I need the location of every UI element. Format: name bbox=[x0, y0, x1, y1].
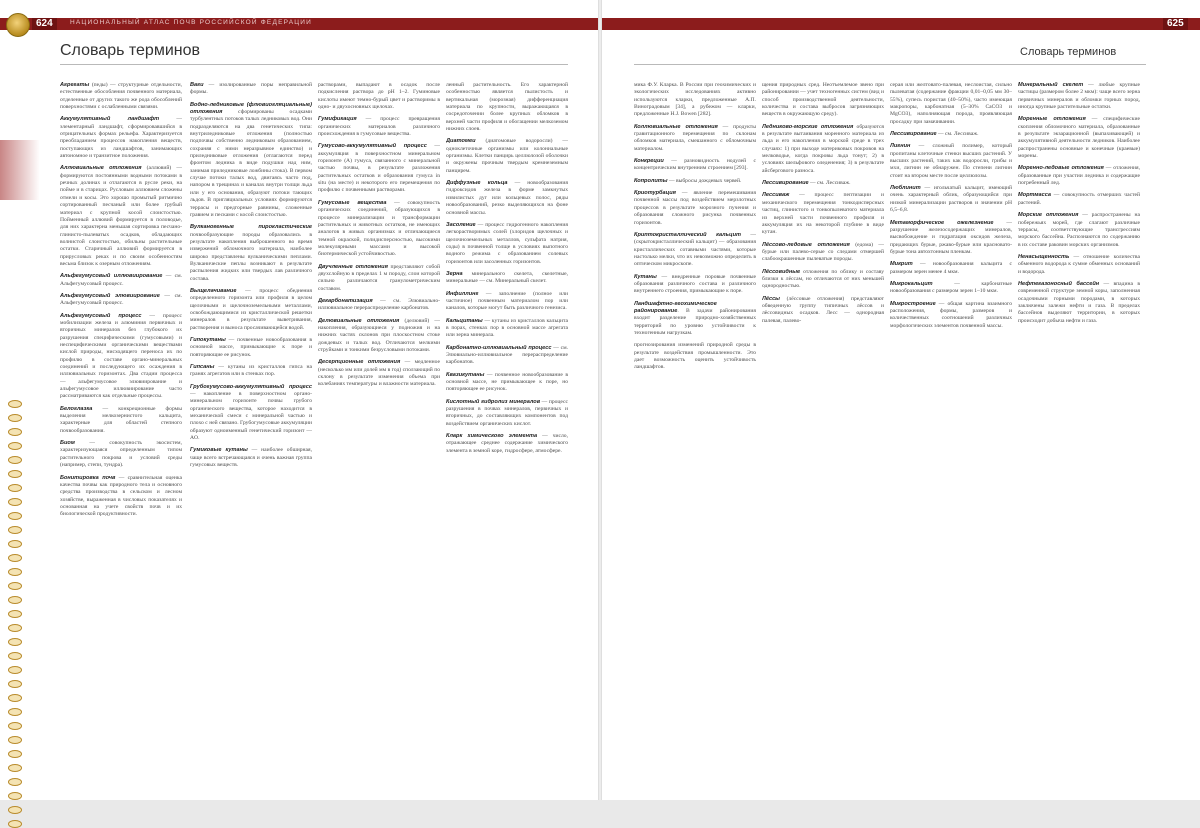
title-rule-left bbox=[60, 64, 568, 65]
glossary-definition: — сложный полимер, который пропитаны клеточные стенки высших растений. У высших растений, таких как водоросли, грибы и мхи, лигнин не обнаружен. По степени лигнин стоит на втором месте после целлюлозы. bbox=[890, 143, 1012, 179]
glossary-term: Гумусовые вещества bbox=[318, 199, 387, 206]
glossary-definition: — см. Альфегумусовый процесс. bbox=[60, 292, 182, 307]
glossary-term: Агрегаты bbox=[60, 82, 90, 88]
glossary-term: Лёссовидные bbox=[762, 268, 801, 275]
right-header-band bbox=[602, 18, 1200, 30]
glossary-entry bbox=[318, 143, 440, 194]
title-rule-right bbox=[634, 64, 1146, 65]
glossary-column bbox=[190, 82, 312, 782]
glossary-entry bbox=[318, 298, 440, 313]
glossary-entry bbox=[762, 269, 884, 291]
glossary-term: Гипокутаны bbox=[190, 337, 226, 343]
glossary-entry bbox=[190, 288, 312, 332]
glossary-definition: (делювий) — накопления, образующиеся у подножия и на нижних частях склонов при плоскостном стоке дождевых и талых вод. Отличаются мелкими струйками и тонкими безрусловыми потоками. bbox=[318, 317, 440, 353]
glossary-definition: щения природных сред. Неотъемлемое звено при районировании — учет техногенных систем (вид и способ производственной деятельности, количества и состава выбросов загрязняющих веществ в окружающую среду). bbox=[762, 82, 884, 118]
glossary-entry bbox=[60, 406, 182, 435]
glossary-term: Инфиллинг bbox=[446, 290, 479, 297]
glossary-definition: — изолированные поры неправильной формы. bbox=[190, 82, 312, 96]
glossary-term: Биом bbox=[60, 440, 75, 447]
glossary-term: Аллювиальные отложения bbox=[60, 165, 142, 172]
glossary-definition: растворами, выпадают в осадок после подкисления раствора до pH 1–2. Гуминовые кислоты имеют темно-бурый цвет и растворимы в одно- и двухосновных щелочах. bbox=[318, 82, 440, 111]
glossary-term: Гипсаны bbox=[190, 364, 215, 371]
glossary-term: Кислотный гидролиз минералов bbox=[446, 398, 541, 405]
glossary-term: Лигнин bbox=[890, 143, 911, 150]
glossary-entry bbox=[60, 273, 182, 288]
glossary-entry bbox=[890, 261, 1012, 276]
glossary-definition: — см. Лессиваж. bbox=[808, 180, 851, 187]
glossary-definition: образуются в результате вытаивания моренного материала из льда и его накопления в морской среде в трех случаях: 1) при выходе материковых покровов на мелководье, когда покровы льда тонут; 2) в условиях шельфового оледенения; 3) в результате айсбергового разноса. bbox=[762, 123, 884, 174]
glossary-entry bbox=[318, 82, 440, 111]
glossary-entry bbox=[634, 178, 756, 185]
glossary-definition: — процесс пептизации и механического перемещения тонкодисперсных частиц, глинистого и тонкопылеватого материала из верхней части почвенного профиля и аккумуляция их на некоторой глубине в виде кутан. bbox=[762, 192, 884, 236]
glossary-term: Ледниково-морские отложения bbox=[762, 123, 854, 130]
glossary-entry bbox=[1018, 254, 1140, 276]
glossary-definition: — совокупность органических соединений, образующихся в процессе минерализации и трансформации растительных и животных остатков, не имеющих аналогов в живых организмах и отличающиеся темной окраской, полидисперсностью, высокими молекулярными массами и высокой биотермической устойчивостью. bbox=[318, 199, 440, 258]
glossary-term: Конкреции bbox=[634, 158, 664, 165]
glossary-entry bbox=[634, 124, 756, 153]
glossary-entry bbox=[60, 116, 182, 160]
glossary-term: Альфегумусовый иллювиирование bbox=[60, 273, 163, 280]
glossary-column bbox=[1018, 82, 1140, 782]
glossary-definition: — отложения, образованные при участии ледника и содержащие погребенный лед. bbox=[1018, 165, 1140, 187]
glossary-entry bbox=[890, 143, 1012, 180]
glossary-definition: — аккумуляция в поверхностном минеральном горизонте (A) гумуса, связанного с минеральной частью почвы, в результате разложения растительных остатков и образования гумуса in situ (на месте) и некоторого его перемещения по профилю с почвенными растворами. bbox=[318, 143, 440, 194]
page-edge-tab bbox=[0, 140, 40, 200]
glossary-entry bbox=[890, 281, 1012, 296]
glossary-term: Криотурбация bbox=[634, 190, 676, 197]
glossary-entry bbox=[762, 82, 884, 119]
glossary-entry bbox=[1018, 165, 1140, 187]
glossary-entry bbox=[634, 301, 756, 338]
glossary-entry bbox=[634, 274, 756, 296]
glossary-entry bbox=[446, 138, 568, 175]
glossary-term: Ненасыщенность bbox=[1018, 253, 1070, 260]
glossary-term: Альфегумусовый процесс bbox=[60, 312, 142, 319]
glossary-entry bbox=[446, 399, 568, 428]
glossary-definition: — новообразования кальцита с размером зерен менее 4 мкм. bbox=[890, 261, 1012, 275]
glossary-term: Кларк химического элемента bbox=[446, 433, 538, 440]
glossary-entry bbox=[60, 475, 182, 519]
glossary-column bbox=[762, 82, 884, 782]
glossary-definition: — см. Элювиально-иллювиальное перераспределение карбонатов. bbox=[446, 344, 568, 366]
glossary-definition: — разновидность нодулей с концентрическим внутренним строением [293]. bbox=[634, 158, 756, 172]
glossary-definition: — заполнение (полное или частичное) почвенным материалом пор или каналов, которые могут быть различного генезиса. bbox=[446, 290, 568, 312]
glossary-entry bbox=[1018, 82, 1140, 111]
glossary-definition: — число, отражающее среднее содержание химического элемента в земной коре, гидросфере, атмосфере. bbox=[446, 433, 568, 454]
glossary-definition: — почвенные новообразования в основной массе, примыкающие к поре и повторяющие ее рисунок. bbox=[190, 337, 312, 358]
glossary-entry bbox=[446, 318, 568, 340]
glossary-definition: — см. Лессиваж. bbox=[936, 131, 979, 138]
glossary-term: Кутаны bbox=[634, 273, 657, 280]
glossary-definition: — явление перемешивания почвенной массы под воздействием мерзлотных процессов в результате морозного пучения и образования сложного рисунка почвенных горизонтов. bbox=[634, 190, 756, 226]
glossary-term: Ваги bbox=[190, 82, 204, 88]
glossary-definition: — совокупность экосистем, характеризующаяся определенным типом растительного покрова и условий среды (например, степи, тундра). bbox=[60, 440, 182, 469]
glossary-term: Микрит bbox=[890, 261, 913, 268]
glossary-entry bbox=[634, 82, 756, 119]
glossary-entry bbox=[60, 165, 182, 268]
glossary-entry bbox=[446, 291, 568, 313]
glossary-term: Водно-ледниковые (флювиогляциальные) отложения bbox=[190, 101, 312, 116]
glossary-entry bbox=[190, 384, 312, 443]
glossary-entry bbox=[446, 271, 568, 286]
glossary-definition: прогнозирования изменений природной среды в результате воздействия промышленности. Это дает возможность оценить устойчивость ландшафтов. bbox=[634, 342, 756, 371]
page-title-left: Словарь терминов bbox=[60, 42, 200, 59]
left-page-number: 624 bbox=[32, 18, 57, 30]
glossary-entry bbox=[1018, 116, 1140, 160]
glossary-definition: серая или желтовато-палевая, неслоистая, сильно пылеватая (содержание фракции 0,01–0,05 мм 30–55%), супесь пористая (40–50%), часто имеющая макропоры, карбонатная (5–30% CaCO3 и MgCO3), наполняющая порода, проявляющая просадку при замачивании. bbox=[890, 82, 1012, 125]
glossary-term: Лессивирование bbox=[890, 131, 937, 138]
glossary-definition: — процесс обеднения определенного горизонта или профиля в целом щелочными и щелочноземельными металлами, освобождающимися из кристаллической решетки минералов в результате выветривания, растворения и выноса просачивающейся водой. bbox=[190, 287, 312, 331]
glossary-term: Карбонатно-иллювиальный процесс bbox=[446, 344, 552, 351]
glossary-definition: минерального скелета, скелетные, минеральные — см. Минеральный скелет. bbox=[446, 270, 568, 285]
glossary-term: Диффузные кольца bbox=[446, 180, 508, 187]
glossary-entry bbox=[446, 82, 568, 133]
glossary-entry bbox=[318, 264, 440, 293]
glossary-definition: — процесс мобилизации железа и алюминия первичных и вторичных минералов без глубокого их разрушения специфическими (гумусовыми) и неспецифическими органическими веществами кислой природы, нисходящего переноса их по профилю в составе органо-минеральных соединений и последующего их осаждения в иллювиальных горизонтах. Два стадии процесса — альфегумусовое элювиирование и альфегумусовое иллювиирование часто рассматриваются как отдельные процессы. bbox=[60, 312, 182, 400]
glossary-definition: — процесс превращения органических материалов различного происхождения в гумусовые вещества. bbox=[318, 116, 440, 138]
glossary-entry bbox=[60, 313, 182, 401]
glossary-entry bbox=[60, 293, 182, 308]
glossary-definition: — впадина в современной структуре земной коры, заполненная осадочными горными породами, в которых заключены залежи нефти и газа. В пределах бассейнов выделяют территории, в которых происходит добыча нефти и газа. bbox=[1018, 280, 1140, 324]
glossary-term: Диатомеи bbox=[446, 138, 476, 145]
glossary-entry bbox=[634, 342, 756, 371]
left-header-band bbox=[0, 18, 598, 30]
glossary-entry bbox=[318, 200, 440, 259]
glossary-term: Зерна bbox=[446, 270, 463, 277]
glossary-definition: — игольчатый кальцит, имеющий очень характерный облик, образующийся при низкой минерализации растворов и значении pH 6,5–6,8. bbox=[890, 185, 1012, 214]
glossary-definition: — почвенное новообразование в основной массе, не примыкающее к поре, но повторяющее ее рисунок. bbox=[446, 371, 568, 393]
glossary-term: Копролиты bbox=[634, 177, 668, 184]
glossary-term: Минеральный скелет bbox=[1018, 82, 1084, 88]
binder-rings bbox=[8, 400, 22, 780]
glossary-entry bbox=[190, 447, 312, 469]
glossary-term: Ландшафтно-геохимическое районирование bbox=[634, 300, 717, 314]
glossary-entry bbox=[190, 102, 312, 220]
glossary-column bbox=[634, 82, 756, 782]
glossary-term: Гумификация bbox=[318, 116, 357, 123]
glossary-definition: — медленное (несколько мм или долей мм в год) сползающий по склону в результате изменения объема при колебаниях температуры и влажности материала. bbox=[318, 359, 440, 388]
glossary-definition: — совокупность отмерших частей растений. bbox=[1018, 192, 1140, 206]
book-gutter bbox=[598, 0, 602, 800]
glossary-entry bbox=[762, 242, 884, 264]
glossary-definition: — наиболее обширная, чаще всего встречающаяся и очень важная группа гумусовых веществ. bbox=[190, 447, 312, 469]
glossary-entry bbox=[446, 222, 568, 266]
atlas-emblem-icon bbox=[6, 13, 30, 37]
glossary-definition: — кутаны из кристаллов кальцита в порах, стенках пор в основной массе агрегата или зерна минерала. bbox=[446, 317, 568, 339]
glossary-definition: — любые крупные частицы (размером более 2 мкм): чаще всего зерна первичных минералов и обломки горных пород, иногда крупные растительные остатки. bbox=[1018, 82, 1140, 111]
glossary-definition: ленный растительность. Его характерной особенностью является пылистость и вертикальная (морозная) дифференциация материала по крупности, выражающаяся в сосредоточении более крупных обломков в верхней части профиля и обогащении мелкоземом нижних слоев. bbox=[446, 82, 568, 133]
glossary-term: Белоглазка bbox=[60, 405, 93, 412]
glossary-entry bbox=[890, 301, 1012, 330]
glossary-definition: — конкреционные формы выделения мелкозернистого кальцита, характерные для областей степного почвообразования. bbox=[60, 405, 182, 434]
glossary-definition: представляют собой двухслойную в пределах 1 м породу, слои которой сильно различаются гранулометрическим составом. bbox=[318, 263, 440, 292]
glossary-entry bbox=[634, 232, 756, 269]
glossary-definition: — продукты гравитационного перемещения по склонам обломков материала, смешанного с обломочным материалом. bbox=[634, 123, 756, 152]
glossary-term: Лёссы bbox=[762, 295, 780, 302]
glossary-entry bbox=[762, 192, 884, 236]
glossary-entry bbox=[446, 433, 568, 455]
glossary-definition: (аллювий) — формируются постоянными водными потоками в речных долинах и отлагаются в русле реки, на пойме и в старицах. Русловым аллювием сложены отмели и косы. Это хорошо промытый ритмично сортированный песчаный или более грубый материал с крупной косой слоистостью. Пойменный аллювий формируется в половодье, для них характерна меньшая сортировка песчано-глинисто-пылеватых осадков, обладающих волнистой слоистостью, обильны растительные остатки. Старичный аллювий формируется в прирусловых реках и по своим особенностям весьма близок к озерным отложениям. bbox=[60, 165, 182, 267]
glossary-entry bbox=[1018, 192, 1140, 207]
glossary-term: Коллювиальные отложения bbox=[634, 123, 718, 130]
glossary-definition: — процесс разрушения в почвах минералов, первичных и вторичных, до составляющих компонентов под воздействием органических кислот. bbox=[446, 398, 568, 427]
right-page-number: 625 bbox=[1163, 18, 1188, 30]
glossary-entry bbox=[890, 82, 1012, 126]
glossary-column bbox=[890, 82, 1012, 782]
glossary-column bbox=[60, 82, 182, 782]
glossary-entry bbox=[318, 116, 440, 138]
glossary-entry bbox=[762, 124, 884, 175]
glossary-definition: . В задачи районирования входит разделение природно-хозяйственных территорий по уровню устойчивости к техногенным нагрузкам. bbox=[634, 307, 756, 336]
glossary-term: Десерпционные отложения bbox=[318, 359, 401, 366]
glossary-definition: — элементарный ландшафт, сформировавшийся в отрицательных формах рельефа. Характеризуется преобладанием процессов накопления веществ, поступающих из ландшафтов, занимающих автономное и транзитное положения. bbox=[60, 116, 182, 160]
glossary-term: Гумусово-аккумулятивный процесс bbox=[318, 143, 427, 150]
glossary-definition: — накопление в поверхностном органо-минеральном горизонте почвы грубого органического вещества, которое находится в механической смеси с минеральной частью и плохо с ней связано. Грубогумусовые аккумуляции образуют одноименный генетический горизонт — AO. bbox=[190, 391, 312, 442]
glossary-definition: — отношение количества обменного водорода к сумме обменных оснований и водорода. bbox=[1018, 253, 1140, 275]
glossary-term: Двучленные отложения bbox=[318, 263, 388, 270]
glossary-entry bbox=[446, 180, 568, 217]
glossary-entry bbox=[890, 131, 1012, 138]
glossary-definition: мика Ф.У. Кларка. В России при геохимических и экологических исследованиях активно используются кларки, предложенные А.П. Виноградовым [34], а рубежом — кларки, предложенные H.J. Bowen [282]. bbox=[634, 82, 756, 118]
glossary-term: Моренно-ледовые отложения bbox=[1018, 165, 1104, 172]
glossary-term: Выщелачивание bbox=[190, 287, 237, 294]
glossary-definition: почвообразующие породы образовались в результате накопления выброшенного во время извержений обломочного материала, наиболее широко представлены вулканическими пеплами. Вулканические пеплы возникают в результате распыления жидких или твердых лав различного состава. bbox=[190, 231, 312, 282]
glossary-definition: — специфические скопления обломочного материала, образованные в результате экзарационной (выпахивающей) и аккумулятивной деятельности ледников. Наиболее распространены основные и конечные (краевые) морены. bbox=[1018, 116, 1140, 160]
glossary-definition: — общая картина взаимного расположения, формы, размеров и количественных соотношений различных морфологических элементов почвенной массы. bbox=[890, 300, 1012, 329]
glossary-definition: — см. Элювиально-иллювиальное перераспределение карбонатов. bbox=[318, 297, 440, 312]
glossary-term: Метаморфическое ожелезнение bbox=[890, 219, 994, 226]
glossary-entry bbox=[762, 180, 884, 187]
glossary-term: Нефтегазоносный бассейн bbox=[1018, 280, 1100, 287]
glossary-entry bbox=[446, 372, 568, 394]
glossary-term: Гумиковые кутаны bbox=[190, 447, 248, 454]
glossary-entry bbox=[1018, 281, 1140, 325]
running-head-left: НАЦИОНАЛЬНЫЙ АТЛАС ПОЧВ РОССИЙСКОЙ ФЕДЕРАЦИИ bbox=[70, 19, 312, 26]
glossary-definition: (диатомовые водоросли) — одноклеточные организмы или колониальные организмы. Клетки панцирь целлюлозой оболочки и окружены прочным твердым кремнеземным панцирем. bbox=[446, 138, 568, 174]
glossary-entry bbox=[190, 337, 312, 359]
glossary-definition: отложения по облику и составу близки к лёссам, но отличаются от них меньшей однородностью. bbox=[762, 268, 884, 290]
glossary-term: Лессивирование bbox=[762, 180, 809, 187]
glossary-term: Люблинит bbox=[890, 185, 921, 192]
glossary-definition: — кутаны из кристаллов гипса на гранях агрегатов или в стенках пор. bbox=[190, 364, 312, 378]
glossary-definition: — см. Альфегумусовый процесс. bbox=[60, 273, 182, 287]
glossary-term: Альфегумусовый элювиирование bbox=[60, 292, 160, 299]
glossary-entry bbox=[446, 345, 568, 367]
glossary-definition: сформированы осадками турбулентных потоков талых ледниковых вод. Они подразделяются на два генетических типа: внутриледниковые отложения (полностью подпочвы собственно ледниковым образованием, сохраняя с ними неразрывное единство) и приледниковые отложения (отлагаются перед фронтом ледника в виде подушки над ним, занимая приледниковые ложбины стока). В первом случае потоки талых вод, двигаясь часто под, напором в трещинах и каналах внутри толщи льда или у его основания, образуют потоки тающих льдов. В пригляциальных условиях формируются террасы и предгорные равнины, сложенные гравием и песками с косой слоистостью. bbox=[190, 109, 312, 218]
glossary-term: Делювиальные отложения bbox=[318, 317, 400, 324]
glossary-entry bbox=[190, 82, 312, 97]
glossary-term: Аккумулятивный ландшафт bbox=[60, 116, 160, 123]
glossary-definition: — сравнительная оценка качества почвы как природного тела и основного средства производства в сельском и лесном хозяйстве, выраженная в числовых показателях и основанная на учете свойств почв и их биологической продуктивности. bbox=[60, 474, 182, 518]
glossary-definition: (педы) — структурные отдельности, естественные обособления почвенного материала, отделенные от других такого же рода обособлений поверхностями с ослабленными связями. bbox=[60, 82, 182, 111]
glossary-definition: — выбросы дождевых червей. bbox=[667, 177, 742, 184]
glossary-term: Грубогумусово-аккумулятивный процесс bbox=[190, 383, 312, 390]
glossary-term: Микрокальцит bbox=[890, 280, 933, 287]
glossary-term: Засоление bbox=[446, 221, 476, 228]
glossary-entry bbox=[762, 296, 884, 325]
glossary-entry bbox=[318, 318, 440, 355]
glossary-entry bbox=[318, 359, 440, 388]
glossary-term: Микростроение bbox=[890, 300, 936, 307]
glossary-entry bbox=[890, 220, 1012, 257]
glossary-term: Моренные отложения bbox=[1018, 116, 1086, 123]
glossary-definition: — новообразования гидроксидов железа в форме замкнутых извилистых дуг или кольцевых полос, ряды новообразований, резко выделяющихся на фоне основной массы. bbox=[446, 180, 568, 216]
glossary-term: Кальцитаны bbox=[446, 317, 483, 324]
glossary-definition: — разрушение железосодержащих минералов, высвобождение и гидратация оксидов железа, придающих бурые, ржаво-бурые или красновато-бурые тона автохтонным пленкам. bbox=[890, 219, 1012, 255]
glossary-entry bbox=[60, 82, 182, 111]
glossary-entry bbox=[890, 185, 1012, 214]
glossary-term: Морские отложения bbox=[1018, 212, 1079, 219]
glossary-definition: — внедренные поровые почвенные образования различного состава и различного внутреннего строения, примыкающие к поре. bbox=[634, 273, 756, 295]
glossary-column bbox=[446, 82, 568, 782]
glossary-entry bbox=[190, 364, 312, 379]
glossary-term: Лёссово-ледовые отложения bbox=[762, 241, 850, 248]
glossary-term: Вулканогенные пирокластические bbox=[190, 224, 312, 231]
glossary-column bbox=[318, 82, 440, 782]
glossary-definition: (лёссовые отложения) представляют обведенную группу типичных лёссов и лёссовидных осадков. Лесс — однородная палевая, палево- bbox=[762, 295, 884, 324]
glossary-term: Декарбонатизация bbox=[318, 297, 373, 304]
page-title-right: Словарь терминов bbox=[1020, 46, 1117, 58]
glossary-entry bbox=[1018, 212, 1140, 249]
glossary-definition: — карбонатные новообразования с размером зерен 1–10 мкм. bbox=[890, 280, 1012, 295]
glossary-definition: (едома) — бурые или палево-серые со следами отмершей слабоокрашенные пылеватые породы. bbox=[762, 241, 884, 263]
glossary-term: Мортмасса bbox=[1018, 192, 1051, 199]
glossary-term: Лессиваж bbox=[762, 192, 790, 199]
glossary-definition: — распространены на побережьях морей, где слагают различные террасы, соответствующие трансгрессиям морского бассейна. Распознаются по содержанию в их составе раковин морских организмов. bbox=[1018, 212, 1140, 248]
glossary-term: Криптокристаллический кальцит bbox=[634, 231, 741, 238]
glossary-entry bbox=[190, 224, 312, 283]
glossary-entry bbox=[634, 158, 756, 173]
glossary-definition: — (скрытокристаллический кальцит) — образования кристаллических сотавными частями, которые настолько мелки, что их невозможно определить в оптическом микроскопе. bbox=[634, 231, 756, 268]
glossary-term: Квазикутаны bbox=[446, 371, 485, 378]
glossary-definition: — процесс гидрогенного накопления легкорастворимых солей (хлоридов щелочных и щелочноземельных металлов, сульфата натрия, соды) в почвенной толще в условиях выпотного водного режима с образованием солевых горизонтов или засоленных горизонтов. bbox=[446, 221, 568, 265]
glossary-entry bbox=[634, 190, 756, 227]
glossary-entry bbox=[60, 440, 182, 469]
glossary-term: Бонитировка почв bbox=[60, 474, 116, 481]
